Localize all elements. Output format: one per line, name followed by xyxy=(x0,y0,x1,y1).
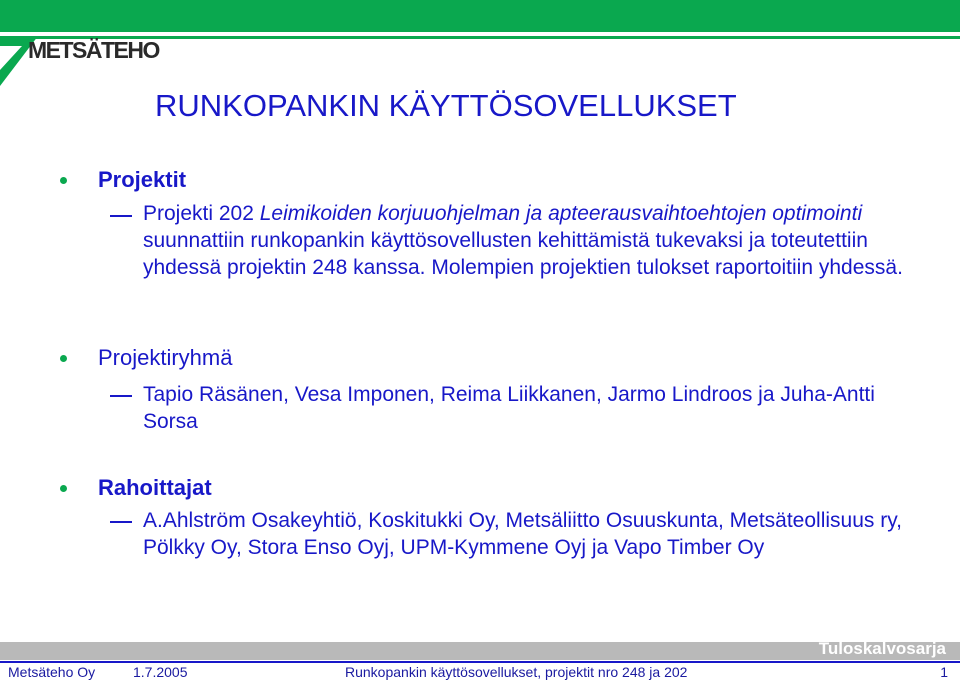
section-heading-projektit: Projektit xyxy=(98,167,187,192)
section-text-projektiryhma: Tapio Räsänen, Vesa Imponen, Reima Liikkanen, Jarmo Lindroos ja Juha-Antti Sorsa xyxy=(143,383,875,433)
footer-series-label: Tuloskalvosarja xyxy=(818,639,946,658)
section-text-rahoittajat: A.Ahlström Osakeyhtiö, Koskitukki Oy, Metsäliitto Osuuskunta, Metsäteollisuus ry, Pölkky Oy, Stora Enso Oyj, UPM-Kymmene Oyj ja Vapo Timber Oy xyxy=(143,509,902,559)
dash-icon xyxy=(110,521,132,523)
footer-line xyxy=(0,661,960,663)
footer-date: 1.7.2005 xyxy=(133,664,188,680)
bullet-icon xyxy=(60,485,67,492)
footer-page-number: 1 xyxy=(940,664,948,680)
top-green-bar xyxy=(0,0,960,32)
footer-subtitle: Runkopankin käyttösovellukset, projektit nro 248 ja 202 xyxy=(345,664,688,680)
dash-icon xyxy=(110,215,132,217)
footer-band xyxy=(0,642,960,660)
project-name-italic: Leimikoiden korjuuohjelman ja apteerausvaihtoehtojen optimointi xyxy=(259,202,863,225)
bullet-icon xyxy=(60,177,67,184)
text-part: suunnattiin runkopankin käyttösovellusten kehittämistä tukevaksi ja toteutettiin yhdessä projektin 248 kanssa. Molempien projektien tulokset raportoitiin yhdessä. xyxy=(143,229,903,279)
text-part: Projekti 202 xyxy=(143,202,260,225)
bullet-icon xyxy=(60,355,67,362)
section-text-projektit xyxy=(143,200,903,281)
metsateho-logo: METSÄTEHO xyxy=(28,37,159,63)
section-heading-rahoittajat: Rahoittajat xyxy=(98,475,212,500)
slide-title: RUNKOPANKIN KÄYTTÖSOVELLUKSET xyxy=(155,88,737,123)
section-heading-projektiryhma: Projektiryhmä xyxy=(98,345,233,370)
footer-company: Metsäteho Oy xyxy=(8,664,96,680)
dash-icon xyxy=(110,395,132,397)
